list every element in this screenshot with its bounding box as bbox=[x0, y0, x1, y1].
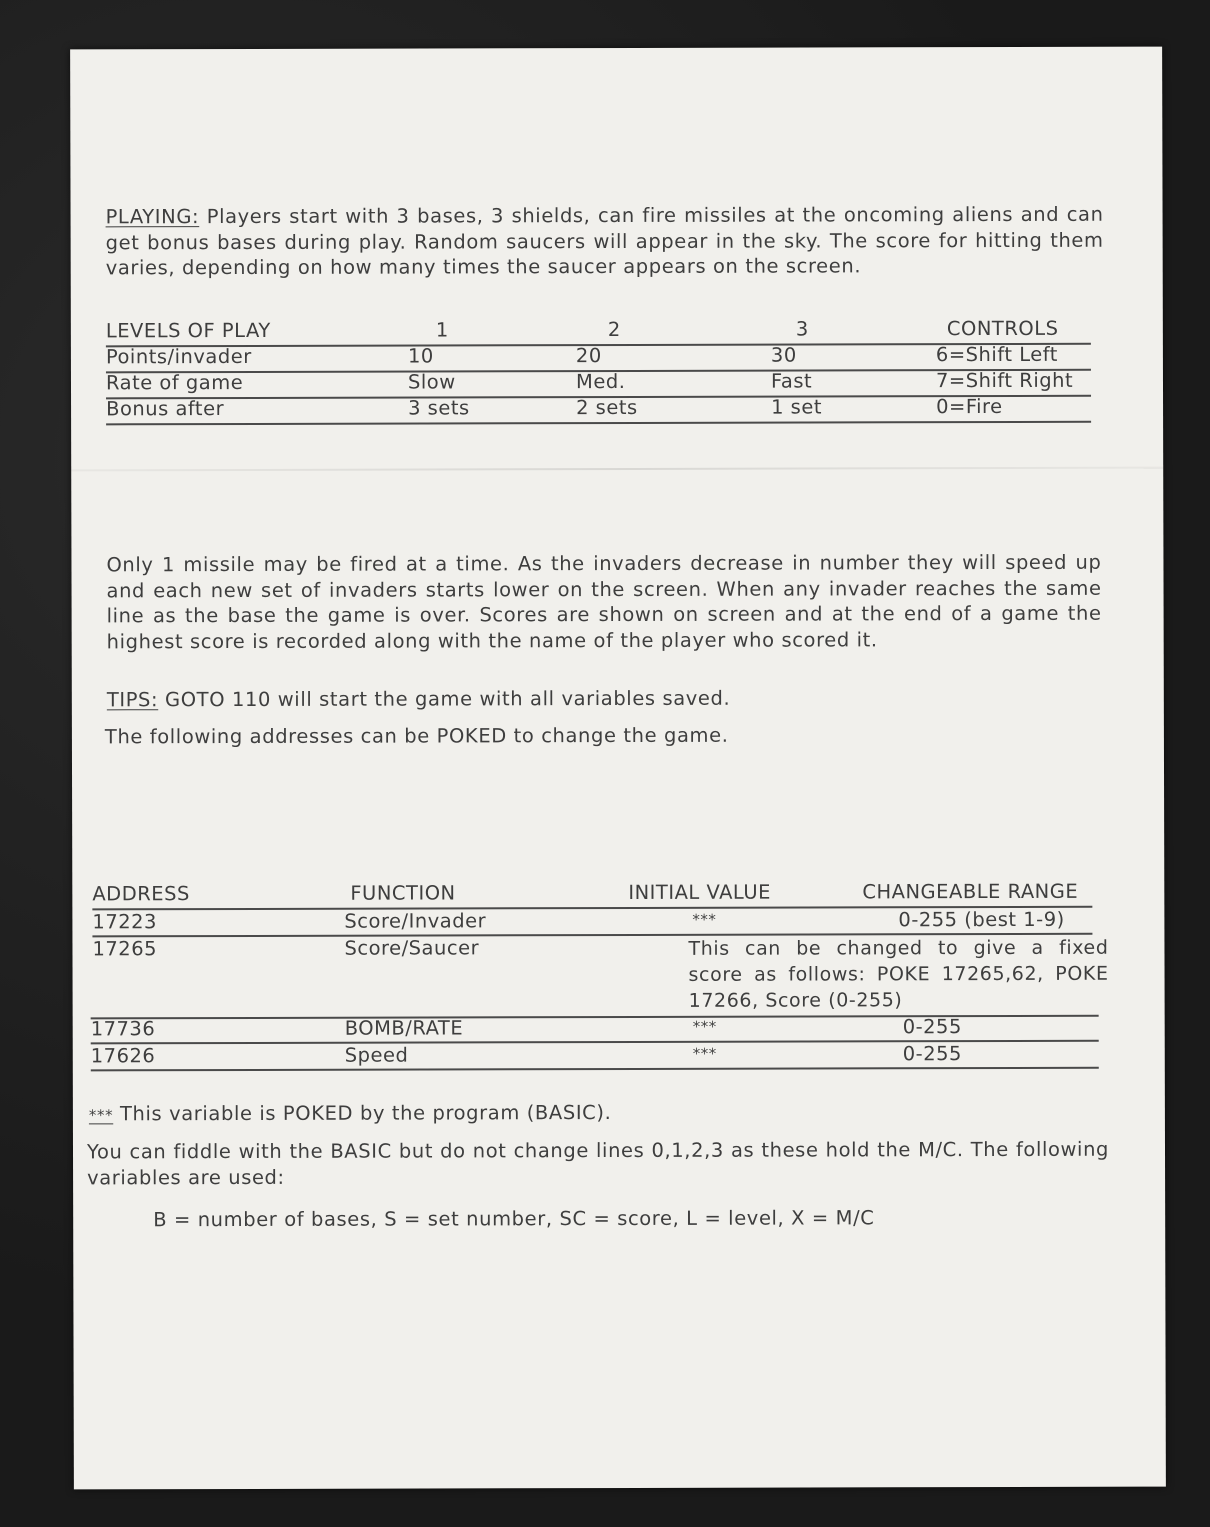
tips-label: TIPS: bbox=[106, 688, 159, 712]
function-value: Score/Invader bbox=[344, 909, 487, 933]
address-value: 17223 bbox=[92, 910, 157, 934]
header-initial-value: INITIAL VALUE bbox=[628, 880, 771, 904]
initial-value: *** bbox=[692, 910, 717, 929]
initial-value: *** bbox=[692, 1044, 717, 1063]
row-label: Bonus after bbox=[106, 397, 225, 421]
playing-text: Players start with 3 bases, 3 shields, can fire missiles at the oncoming aliens and can get bonus bases during play. Random saucers will appear in the sky. The score for hitting them varies, depending on how many times the saucer appears on the screen. bbox=[105, 202, 1104, 280]
variables-line: B = number of bases, S = set number, SC = score, L = level, X = M/C bbox=[153, 1206, 875, 1232]
level-2-value: 2 sets bbox=[576, 395, 638, 420]
range-value: 0-255 bbox=[902, 1015, 962, 1039]
header-address: ADDRESS bbox=[92, 882, 190, 906]
level-1-value: 10 bbox=[407, 344, 434, 368]
header-changeable-range: CHANGEABLE RANGE bbox=[862, 879, 1079, 904]
levels-header-row bbox=[106, 317, 1091, 345]
control-value: 6=Shift Left bbox=[935, 342, 1058, 367]
address-value: 17736 bbox=[90, 1017, 156, 1041]
instruction-sheet bbox=[70, 47, 1166, 1490]
level-3-value: 30 bbox=[770, 343, 797, 367]
level-1-value: Slow bbox=[407, 370, 456, 394]
table-row bbox=[106, 369, 1091, 397]
level-2-value: Med. bbox=[575, 369, 626, 394]
tips-text: GOTO 110 will start the game with all variables saved. bbox=[164, 686, 731, 712]
initial-value: *** bbox=[692, 1017, 717, 1036]
table-row bbox=[106, 395, 1091, 423]
level-3-value: 1 set bbox=[771, 395, 823, 419]
paper-fold-line bbox=[71, 467, 1163, 472]
function-value: Speed bbox=[344, 1043, 409, 1067]
fixed-score-note: This can be changed to give a fixed score as follows: POKE 17265,62, POKE 17266, Score (0-255) bbox=[688, 936, 1109, 1012]
footnote bbox=[89, 1099, 1089, 1129]
tips-line bbox=[107, 685, 1102, 713]
row-label: Points/invader bbox=[105, 344, 252, 369]
playing-paragraph bbox=[106, 202, 1104, 281]
function-value: BOMB/RATE bbox=[344, 1016, 464, 1040]
table-row bbox=[91, 1042, 1099, 1070]
control-value: 0=Fire bbox=[936, 394, 1003, 419]
table-row bbox=[92, 935, 1109, 1016]
control-value: 7=Shift Right bbox=[935, 368, 1074, 393]
level-2-value: 20 bbox=[575, 344, 602, 368]
poke-intro: The following addresses can be POKED to change the game. bbox=[104, 723, 729, 749]
table-row bbox=[106, 343, 1091, 371]
address-value: 17626 bbox=[90, 1044, 156, 1068]
basic-note: You can fiddle with the BASIC but do not change lines 0,1,2,3 as these hold the M/C. The following variables are used: bbox=[86, 1137, 1110, 1189]
function-value: Score/Saucer bbox=[344, 936, 480, 960]
level-3-value: Fast bbox=[770, 369, 813, 393]
levels-header-2: 2 bbox=[607, 317, 621, 342]
table-row bbox=[91, 1015, 1099, 1043]
footnote-text: This variable is POKED by the program (BASIC). bbox=[119, 1101, 612, 1126]
table-row bbox=[92, 908, 1092, 936]
row-label: Rate of game bbox=[105, 370, 244, 395]
levels-header-1: 1 bbox=[435, 318, 449, 342]
address-header-row bbox=[92, 880, 1132, 908]
footnote-stars: *** bbox=[88, 1106, 114, 1125]
playing-heading: PLAYING: bbox=[105, 205, 200, 229]
header-function: FUNCTION bbox=[350, 881, 456, 905]
range-value: 0-255 bbox=[902, 1042, 962, 1066]
address-value: 17265 bbox=[92, 937, 158, 961]
range-value: 0-255 (best 1-9) bbox=[898, 907, 1065, 932]
levels-header-3: 3 bbox=[795, 317, 809, 341]
missile-paragraph: Only 1 missile may be fired at a time. As the invaders decrease in number they will speed up and each new set of invaders starts lower on the screen. When any invader reaches the same line as the base the game is over. Scores are shown on screen and at the end of a game the highest score is recorded along with the name of the player who scored it. bbox=[106, 550, 1102, 653]
level-1-value: 3 sets bbox=[408, 396, 470, 420]
levels-header-controls: CONTROLS bbox=[946, 316, 1059, 341]
levels-header-label: LEVELS OF PLAY bbox=[105, 318, 271, 343]
